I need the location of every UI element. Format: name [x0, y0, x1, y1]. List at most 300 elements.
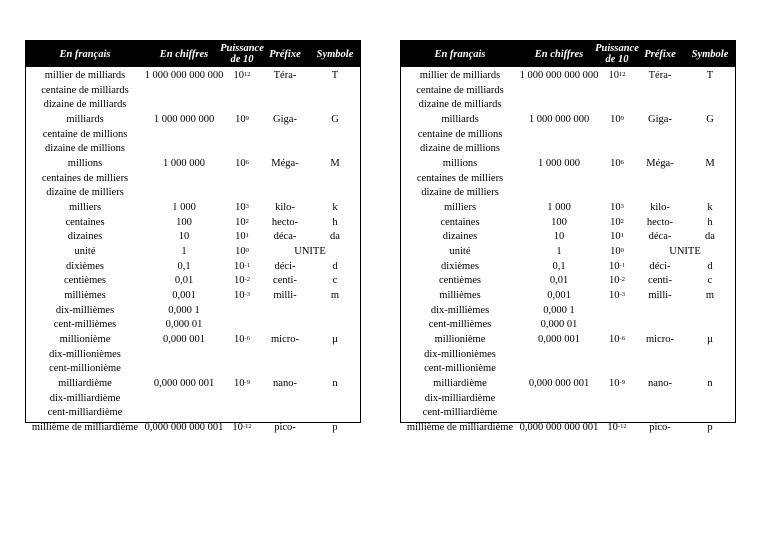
cell-symbole	[685, 97, 735, 111]
table-row	[26, 287, 360, 303]
cell-symbole: k	[707, 201, 713, 213]
cell-francais: dix-millièmes	[430, 304, 490, 316]
power-base: 10	[235, 113, 246, 125]
cell-francais: dizaines	[67, 230, 103, 242]
table-row	[401, 303, 735, 317]
cell-prefixe	[260, 185, 310, 199]
cell-symbole	[685, 303, 735, 317]
cell-unite: UNITE	[669, 245, 701, 257]
cell-francais: dixièmes	[441, 260, 479, 272]
cell-chiffres	[519, 185, 599, 199]
table-row	[401, 361, 735, 375]
cell-symbole: n	[707, 377, 713, 389]
cell-francais: cent-millionième	[424, 362, 496, 374]
table-row	[401, 419, 735, 435]
cell-prefixe: nano-	[273, 377, 297, 389]
cell-puissance: 10 -3	[234, 289, 250, 301]
cell-francais: centaines	[65, 216, 105, 228]
cell-chiffres	[519, 83, 599, 97]
cell-francais: dizaine de milliards	[418, 98, 502, 110]
cell-puissance	[599, 347, 635, 361]
cell-puissance	[599, 185, 635, 199]
cell-puissance: 10 -9	[609, 377, 625, 389]
cell-chiffres: 100	[176, 216, 192, 228]
cell-francais: millionième	[434, 333, 486, 345]
cell-chiffres: 100	[551, 216, 567, 228]
table-row	[26, 83, 360, 97]
cell-puissance	[224, 97, 260, 111]
cell-puissance: 10 -9	[234, 377, 250, 389]
table-row	[26, 215, 360, 229]
cell-symbole: c	[332, 274, 338, 286]
cell-prefixe: hecto-	[271, 216, 299, 228]
cell-unite: UNITE	[294, 245, 326, 257]
table-row	[401, 317, 735, 331]
cell-symbole	[310, 303, 360, 317]
cell-symbole: M	[330, 157, 340, 169]
table-row	[401, 331, 735, 347]
cell-prefixe	[635, 97, 685, 111]
cell-chiffres: 1 000 000	[538, 157, 580, 169]
cell-prefixe	[635, 127, 685, 141]
cell-francais: cent-millionième	[49, 362, 121, 374]
cell-prefixe: Giga-	[648, 113, 672, 125]
cell-chiffres	[144, 347, 224, 361]
cell-symbole: m	[330, 289, 340, 301]
cell-chiffres: 0,001	[172, 289, 196, 301]
table-row	[401, 111, 735, 127]
power-base: 10	[610, 245, 621, 257]
cell-puissance	[224, 185, 260, 199]
table-row	[401, 97, 735, 111]
table-row	[401, 375, 735, 391]
table-row	[401, 127, 735, 141]
cell-symbole: M	[705, 157, 715, 169]
cell-prefixe: pico-	[274, 421, 296, 433]
cell-puissance: 10 12	[608, 69, 626, 81]
cell-chiffres	[144, 97, 224, 111]
table-body	[401, 67, 735, 435]
power-base: 10	[609, 289, 620, 301]
power-base: 10	[234, 260, 245, 272]
power-base: 10	[232, 421, 243, 433]
cell-symbole	[685, 141, 735, 155]
power-base: 10	[607, 421, 618, 433]
cell-prefixe: Téra-	[648, 69, 672, 81]
cell-prefixe	[635, 303, 685, 317]
cell-prefixe: micro-	[271, 333, 299, 345]
cell-puissance: 10 0	[610, 245, 624, 257]
header-symbole: Symbole	[316, 48, 354, 60]
cell-symbole	[310, 361, 360, 375]
cell-chiffres: 0,000 000 001	[153, 377, 215, 389]
cell-puissance	[224, 347, 260, 361]
cell-puissance	[599, 141, 635, 155]
cell-puissance	[599, 391, 635, 405]
table-row	[401, 83, 735, 97]
cell-puissance	[599, 405, 635, 419]
cell-symbole: T	[706, 69, 714, 81]
power-base: 10	[609, 260, 620, 272]
power-base: 10	[235, 201, 246, 213]
table-row	[26, 419, 360, 435]
cell-puissance	[224, 405, 260, 419]
cell-puissance	[599, 83, 635, 97]
table-row	[401, 141, 735, 155]
table-row	[26, 331, 360, 347]
cell-chiffres	[519, 127, 599, 141]
cell-francais: dizaine de milliards	[43, 98, 127, 110]
cell-puissance: 10 3	[610, 201, 624, 213]
cell-francais: dix-milliardième	[424, 392, 496, 404]
table-header	[401, 41, 735, 67]
cell-puissance	[599, 303, 635, 317]
cell-symbole: d	[707, 260, 713, 272]
cell-puissance: 10 -3	[609, 289, 625, 301]
header-symbole: Symbole	[691, 48, 729, 60]
cell-francais: milliardième	[433, 377, 487, 389]
power-base: 10	[235, 230, 246, 242]
header-chiffres: En chiffres	[159, 48, 209, 60]
cell-chiffres: 0,000 000 000 001	[144, 421, 224, 433]
power-base: 10	[235, 157, 246, 169]
cell-francais: millions	[442, 157, 478, 169]
power-base: 10	[610, 113, 621, 125]
cell-puissance	[599, 171, 635, 185]
cell-prefixe: milli-	[273, 289, 297, 301]
table-row	[401, 347, 735, 361]
power-base: 10	[233, 69, 244, 81]
header-prefixe: Préfixe	[644, 48, 676, 60]
cell-puissance: 10 -2	[234, 274, 250, 286]
cell-francais: centièmes	[439, 274, 481, 286]
table-row	[26, 347, 360, 361]
table-row	[26, 303, 360, 317]
cell-francais: dizaine de milliers	[421, 186, 499, 198]
table-row	[26, 391, 360, 405]
cell-francais: milliards	[441, 113, 479, 125]
cell-francais: dixièmes	[66, 260, 104, 272]
cell-chiffres	[519, 171, 599, 185]
power-base: 10	[234, 289, 245, 301]
cell-symbole	[310, 317, 360, 331]
cell-chiffres: 1 000	[172, 201, 196, 213]
table-row	[401, 287, 735, 303]
table-row	[401, 273, 735, 287]
cell-symbole	[310, 97, 360, 111]
cell-symbole: µ	[331, 333, 339, 345]
table-row	[401, 391, 735, 405]
cell-chiffres: 0,000 1	[168, 304, 200, 316]
cell-francais: dix-milliardième	[49, 392, 121, 404]
cell-prefixe: micro-	[646, 333, 674, 345]
table-row	[26, 111, 360, 127]
cell-chiffres	[144, 361, 224, 375]
cell-chiffres: 1 000 000 000 000	[519, 69, 599, 81]
cell-francais: dix-millionièmes	[424, 348, 496, 360]
cell-chiffres	[519, 405, 599, 419]
cell-chiffres: 0,01	[174, 274, 194, 286]
cell-chiffres	[144, 185, 224, 199]
table-row	[401, 155, 735, 171]
cell-francais: milliers	[68, 201, 102, 213]
cell-prefixe	[635, 391, 685, 405]
header-puissance: Puissance de 10	[220, 43, 264, 65]
cell-prefixe	[635, 141, 685, 155]
cell-puissance	[224, 391, 260, 405]
table-row	[401, 185, 735, 199]
cell-puissance: 10 9	[235, 113, 249, 125]
cell-chiffres: 1	[556, 245, 562, 257]
cell-puissance	[224, 361, 260, 375]
power-base: 10	[608, 69, 619, 81]
cell-symbole: h	[332, 216, 338, 228]
cell-francais: milliers	[443, 201, 477, 213]
cell-prefixe: Méga-	[646, 157, 674, 169]
cell-puissance	[224, 141, 260, 155]
cell-puissance: 10 6	[610, 157, 624, 169]
power-base: 10	[610, 157, 621, 169]
cell-prefixe	[635, 347, 685, 361]
cell-symbole	[685, 405, 735, 419]
cell-francais: centaine de milliards	[416, 84, 504, 96]
cell-prefixe	[635, 361, 685, 375]
cell-puissance: 10 -2	[609, 274, 625, 286]
cell-puissance: 10 6	[235, 157, 249, 169]
cell-chiffres: 10	[553, 230, 565, 242]
cell-francais: millions	[67, 157, 103, 169]
cell-prefixe	[260, 361, 310, 375]
cell-chiffres: 1 000 000	[163, 157, 205, 169]
cell-prefixe: kilo-	[275, 201, 295, 213]
power-base: 10	[609, 377, 620, 389]
cell-francais: centaine de millions	[417, 128, 503, 140]
cell-chiffres: 0,000 001	[538, 333, 580, 345]
cell-francais: millième de milliardième	[31, 421, 139, 433]
cell-puissance	[224, 171, 260, 185]
cell-prefixe	[260, 317, 310, 331]
cell-prefixe	[635, 83, 685, 97]
cell-chiffres: 0,000 1	[543, 304, 575, 316]
cell-symbole	[310, 391, 360, 405]
power-base: 10	[609, 333, 620, 345]
table-row	[26, 259, 360, 273]
table-header	[26, 41, 360, 67]
cell-symbole: G	[331, 113, 339, 125]
cell-puissance: 10 -1	[234, 260, 250, 272]
power-base: 10	[610, 216, 621, 228]
cell-francais: millier de milliards	[419, 69, 501, 81]
header-prefixe: Préfixe	[269, 48, 301, 60]
cell-prefixe: centi-	[273, 274, 297, 286]
cell-chiffres: 0,000 01	[165, 318, 203, 330]
table-row	[26, 97, 360, 111]
cell-chiffres	[144, 127, 224, 141]
table-row	[401, 171, 735, 185]
cell-prefixe	[260, 405, 310, 419]
cell-prefixe: déca-	[648, 230, 672, 242]
cell-symbole	[310, 141, 360, 155]
power-base: 10	[609, 274, 620, 286]
cell-puissance	[224, 303, 260, 317]
cell-symbole	[310, 185, 360, 199]
cell-chiffres: 1	[181, 245, 187, 257]
cell-symbole: p	[332, 421, 338, 433]
table-row	[26, 67, 360, 83]
cell-symbole: da	[705, 230, 715, 242]
cell-puissance	[599, 361, 635, 375]
cell-symbole: k	[332, 201, 338, 213]
cell-symbole: G	[706, 113, 714, 125]
cell-prefixe	[635, 185, 685, 199]
cell-puissance: 10 2	[235, 216, 249, 228]
cell-francais: millionième	[59, 333, 111, 345]
cell-chiffres	[519, 361, 599, 375]
cell-francais: millier de milliards	[44, 69, 126, 81]
cell-symbole	[685, 347, 735, 361]
table-body	[26, 67, 360, 435]
power-base: 10	[610, 201, 621, 213]
table-row	[26, 273, 360, 287]
cell-prefixe	[260, 141, 310, 155]
cell-francais: centièmes	[64, 274, 106, 286]
cell-prefixe	[260, 97, 310, 111]
cell-symbole: c	[707, 274, 713, 286]
cell-prefixe: déci-	[649, 260, 671, 272]
cell-francais: unité	[449, 245, 471, 257]
header-fr: En français	[434, 48, 486, 60]
table-row	[26, 405, 360, 419]
cell-prefixe: kilo-	[650, 201, 670, 213]
cell-chiffres: 0,000 000 001	[528, 377, 590, 389]
cell-puissance: 10 -12	[607, 421, 627, 433]
cell-chiffres	[519, 347, 599, 361]
cell-puissance	[599, 127, 635, 141]
cell-francais: cent-milliardième	[47, 406, 123, 418]
cell-symbole	[685, 185, 735, 199]
cell-symbole	[685, 127, 735, 141]
cell-puissance: 10 -1	[609, 260, 625, 272]
cell-prefixe: Méga-	[271, 157, 299, 169]
cell-chiffres: 1 000 000 000 000	[144, 69, 224, 81]
cell-chiffres: 1 000	[547, 201, 571, 213]
cell-prefixe	[635, 405, 685, 419]
cell-prefixe: milli-	[648, 289, 672, 301]
cell-prefixe: Téra-	[273, 69, 297, 81]
prefix-table-left	[25, 40, 361, 433]
table-row	[26, 171, 360, 185]
cell-symbole: T	[331, 69, 339, 81]
cell-chiffres	[144, 83, 224, 97]
power-base: 10	[610, 230, 621, 242]
cell-prefixe	[260, 391, 310, 405]
cell-francais: centaine de millions	[42, 128, 128, 140]
cell-puissance: 10 12	[233, 69, 251, 81]
cell-francais: millièmes	[439, 289, 481, 301]
cell-francais: millièmes	[64, 289, 106, 301]
table-row	[26, 375, 360, 391]
cell-chiffres	[144, 405, 224, 419]
cell-puissance: 10 0	[235, 245, 249, 257]
cell-chiffres	[519, 391, 599, 405]
cell-symbole	[310, 405, 360, 419]
cell-puissance: 10 1	[610, 230, 624, 242]
cell-francais: cent-millièmes	[53, 318, 117, 330]
cell-puissance: 10 -6	[234, 333, 250, 345]
cell-prefixe: pico-	[649, 421, 671, 433]
table-row	[26, 361, 360, 375]
cell-chiffres: 0,01	[549, 274, 569, 286]
power-base: 10	[234, 377, 245, 389]
cell-prefixe	[260, 303, 310, 317]
cell-chiffres: 0,000 000 000 001	[519, 421, 599, 433]
cell-francais: dizaines	[442, 230, 478, 242]
cell-chiffres: 0,1	[177, 260, 191, 272]
cell-prefixe	[260, 171, 310, 185]
table-row	[26, 155, 360, 171]
cell-prefixe	[260, 127, 310, 141]
cell-symbole: da	[330, 230, 340, 242]
cell-francais: dizaine de millions	[45, 142, 125, 154]
cell-puissance	[224, 83, 260, 97]
cell-chiffres: 0,000 001	[163, 333, 205, 345]
cell-chiffres: 0,000 01	[540, 318, 578, 330]
header-chiffres: En chiffres	[534, 48, 584, 60]
cell-chiffres: 1 000 000 000	[153, 113, 215, 125]
cell-prefixe	[260, 83, 310, 97]
cell-prefixe: nano-	[648, 377, 672, 389]
cell-puissance: 10 2	[610, 216, 624, 228]
power-base: 10	[234, 333, 245, 345]
cell-symbole	[685, 171, 735, 185]
power-base: 10	[234, 274, 245, 286]
table-row	[401, 405, 735, 419]
table-row	[26, 229, 360, 243]
cell-francais: centaines de milliers	[416, 172, 504, 184]
cell-puissance: 10 9	[610, 113, 624, 125]
cell-symbole	[685, 83, 735, 97]
cell-puissance	[224, 317, 260, 331]
cell-symbole	[310, 127, 360, 141]
cell-puissance: 10 1	[235, 230, 249, 242]
prefix-table-right	[400, 40, 736, 433]
cell-prefixe	[260, 347, 310, 361]
cell-chiffres: 10	[178, 230, 190, 242]
table-row	[401, 199, 735, 215]
cell-chiffres	[519, 141, 599, 155]
cell-puissance	[599, 97, 635, 111]
cell-prefixe	[635, 171, 685, 185]
cell-francais: millième de milliardième	[406, 421, 514, 433]
cell-symbole: n	[332, 377, 338, 389]
cell-francais: dix-millionièmes	[49, 348, 121, 360]
cell-chiffres	[144, 141, 224, 155]
cell-puissance: 10 -6	[609, 333, 625, 345]
cell-prefixe: déca-	[273, 230, 297, 242]
cell-chiffres	[519, 97, 599, 111]
cell-chiffres: 1 000 000 000	[528, 113, 590, 125]
cell-francais: milliards	[66, 113, 104, 125]
table-row	[401, 215, 735, 229]
table-row	[26, 127, 360, 141]
cell-francais: centaines	[440, 216, 480, 228]
cell-francais: milliardième	[58, 377, 112, 389]
cell-francais: dizaine de milliers	[46, 186, 124, 198]
table-row	[26, 317, 360, 331]
cell-prefixe: Giga-	[273, 113, 297, 125]
table-row	[401, 67, 735, 83]
table-row	[26, 199, 360, 215]
